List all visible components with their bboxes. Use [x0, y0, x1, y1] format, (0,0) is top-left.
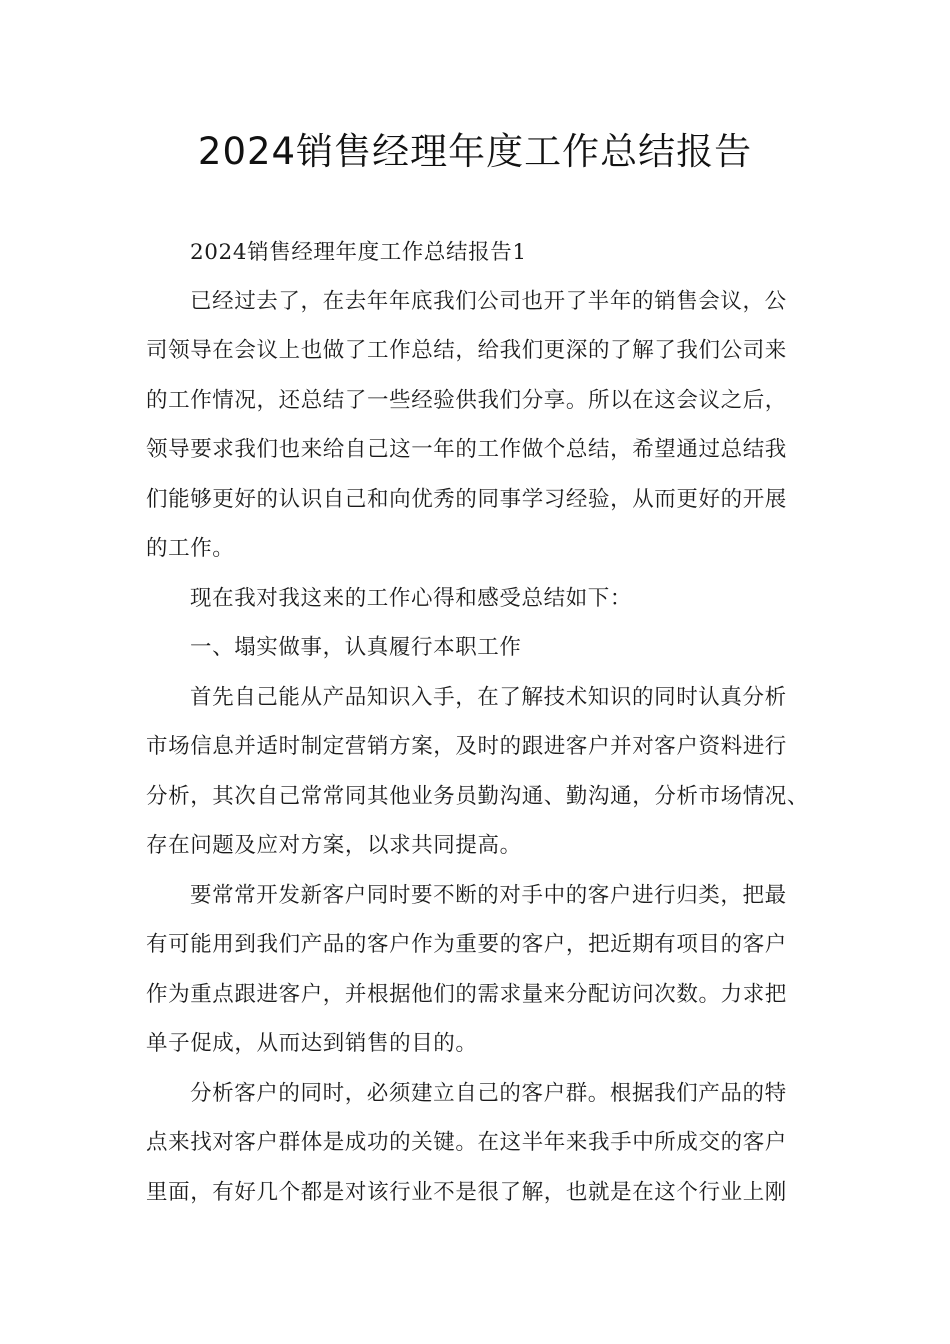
paragraph-line: 们能够更好的认识自己和向优秀的同事学习经验，从而更好的开展 [146, 487, 787, 512]
paragraph-line: 单子促成，从而达到销售的目的。 [146, 1031, 478, 1056]
paragraph-line: 市场信息并适时制定营销方案，及时的跟进客户并对客户资料进行 [146, 734, 787, 759]
paragraph-line: 司领导在会议上也做了工作总结，给我们更深的了解了我们公司来 [146, 338, 787, 363]
paragraph-line: 首先自己能从产品知识入手，在了解技术知识的同时认真分析 [190, 685, 787, 710]
paragraph-line: 领导要求我们也来给自己这一年的工作做个总结，希望通过总结我 [146, 437, 787, 462]
document-title: 2024销售经理年度工作总结报告 [197, 130, 753, 173]
paragraph-line: 要常常开发新客户同时要不断的对手中的客户进行归类，把最 [190, 883, 787, 908]
paragraph-line: 有可能用到我们产品的客户作为重要的客户，把近期有项目的客户 [146, 932, 787, 957]
paragraph-line: 分析，其次自己常常同其他业务员勤沟通、勤沟通，分析市场情况、 [146, 784, 810, 809]
paragraph-line: 存在问题及应对方案，以求共同提高。 [146, 833, 522, 858]
section-heading: 一、塌实做事，认真履行本职工作 [190, 635, 522, 660]
paragraph-line: 已经过去了，在去年年底我们公司也开了半年的销售会议，公 [190, 289, 787, 314]
paragraph-line: 作为重点跟进客户，并根据他们的需求量来分配访问次数。力求把 [146, 982, 787, 1007]
subtitle-line: 2024销售经理年度工作总结报告1 [190, 240, 527, 265]
paragraph-line: 里面，有好几个都是对该行业不是很了解，也就是在这个行业上刚 [146, 1180, 787, 1205]
paragraph-line: 分析客户的同时，必须建立自己的客户群。根据我们产品的特 [190, 1081, 787, 1106]
paragraph-line: 点来找对客户群体是成功的关键。在这半年来我手中所成交的客户 [146, 1130, 787, 1155]
paragraph-line: 现在我对我这来的工作心得和感受总结如下： [190, 586, 633, 611]
paragraph-line: 的工作情况，还总结了一些经验供我们分享。所以在这会议之后， [146, 388, 787, 413]
paragraph-line: 的工作。 [146, 536, 235, 561]
